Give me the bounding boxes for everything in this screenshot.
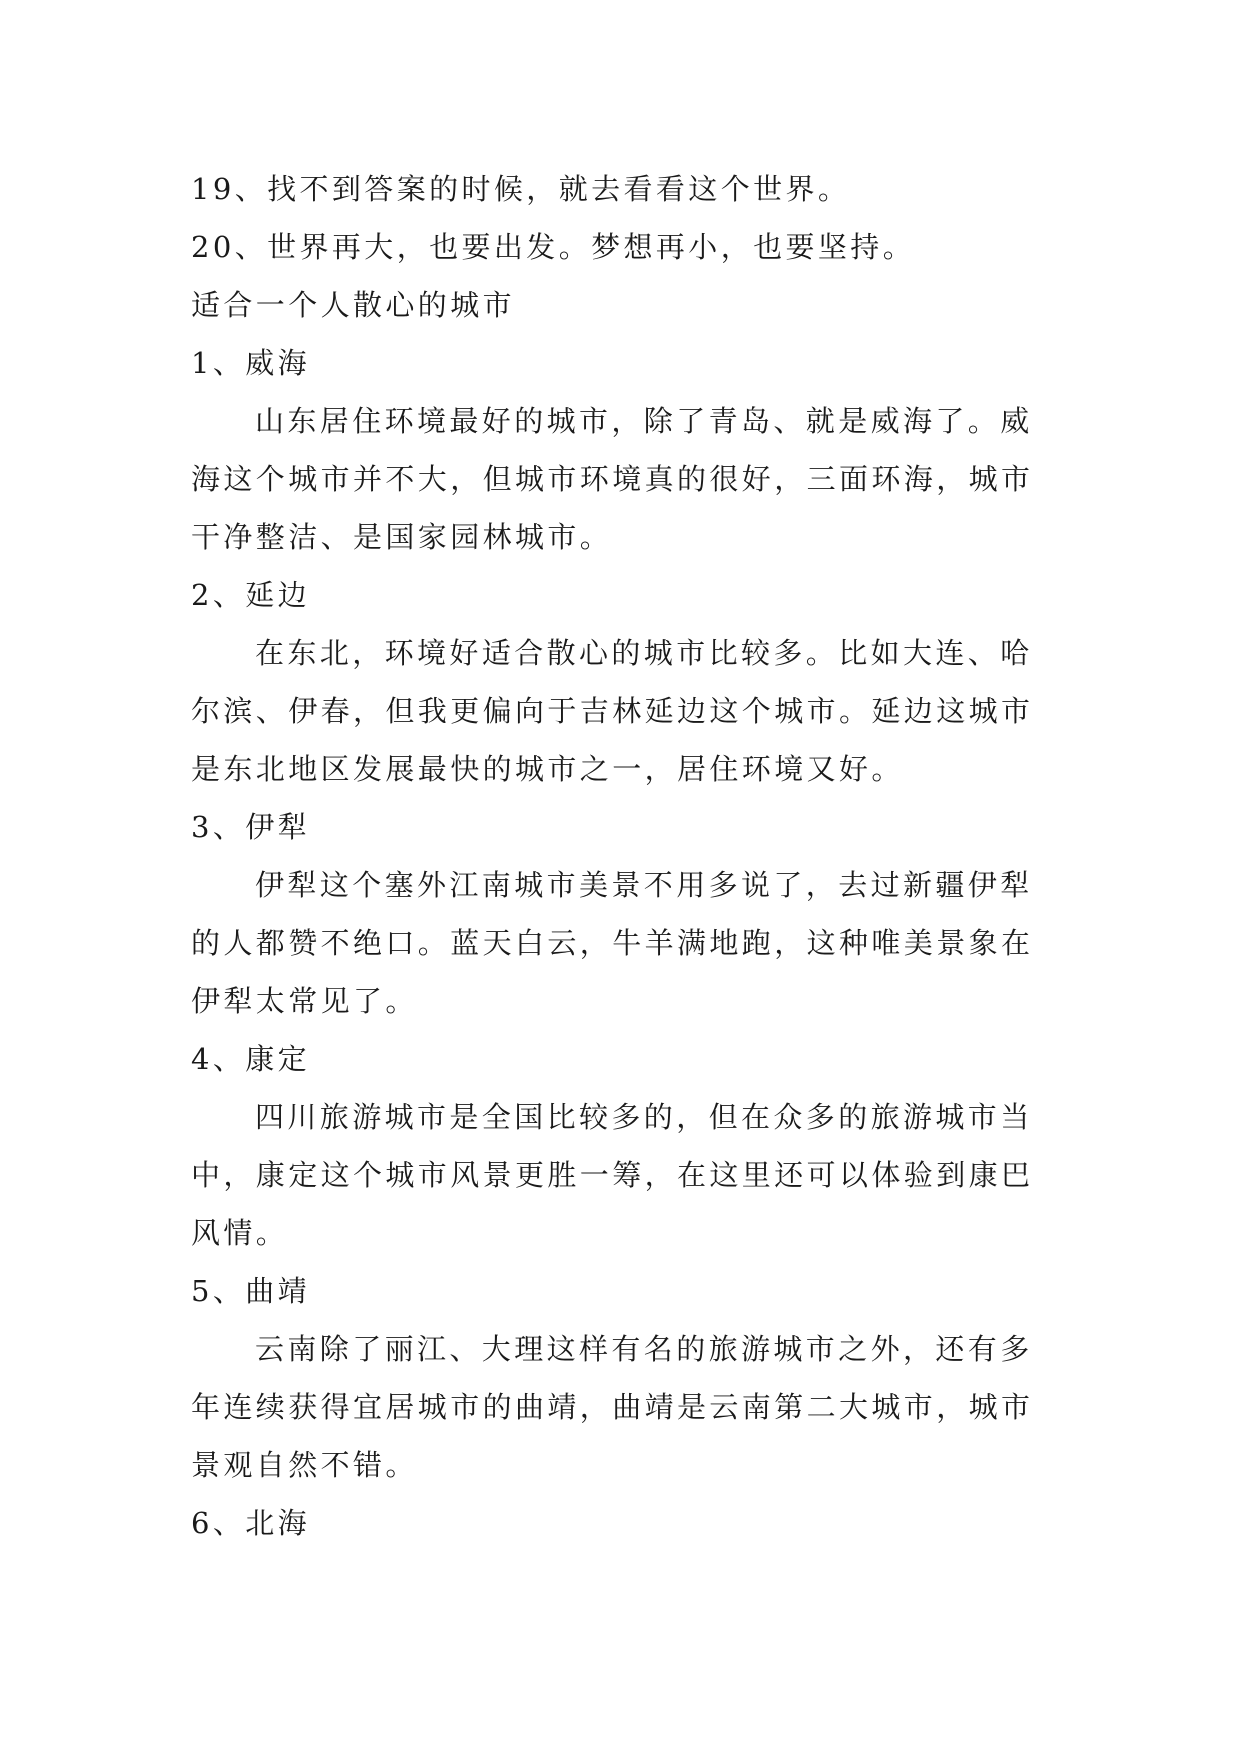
city-heading-yanbian: 2、延边 [191, 578, 311, 612]
paragraph-kangding: 四川旅游城市是全国比较多的，但在众多的旅游城市当中，康定这个城市风景更胜一筹，在这里还可以体验到康巴风情。 [191, 1100, 1034, 1250]
paragraph-yili: 伊犁这个塞外江南城市美景不用多说了，去过新疆伊犁的人都赞不绝口。蓝天白云，牛羊满地跑，这种唯美景象在伊犁太常见了。 [191, 868, 1034, 1018]
paragraph-qujing: 云南除了丽江、大理这样有名的旅游城市之外，还有多年连续获得宜居城市的曲靖，曲靖是云南第二大城市，城市景观自然不错。 [191, 1332, 1034, 1482]
section-heading: 适合一个人散心的城市 [191, 288, 516, 322]
city-heading-beihai: 6、北海 [191, 1506, 311, 1540]
city-heading-weihai: 1、威海 [191, 346, 311, 380]
list-item-20: 20、世界再大，也要出发。梦想再小，也要坚持。 [191, 230, 916, 264]
list-item-19: 19、找不到答案的时候，就去看看这个世界。 [191, 172, 851, 206]
city-heading-qujing: 5、曲靖 [191, 1274, 311, 1308]
city-heading-yili: 3、伊犁 [191, 810, 311, 844]
paragraph-yanbian: 在东北，环境好适合散心的城市比较多。比如大连、哈尔滨、伊春，但我更偏向于吉林延边这个城市。延边这城市是东北地区发展最快的城市之一，居住环境又好。 [191, 636, 1034, 786]
document-body [191, 160, 1049, 1552]
city-heading-kangding: 4、康定 [191, 1042, 311, 1076]
paragraph-weihai: 山东居住环境最好的城市，除了青岛、就是威海了。威海这个城市并不大，但城市环境真的很好，三面环海，城市干净整洁、是国家园林城市。 [191, 404, 1034, 554]
